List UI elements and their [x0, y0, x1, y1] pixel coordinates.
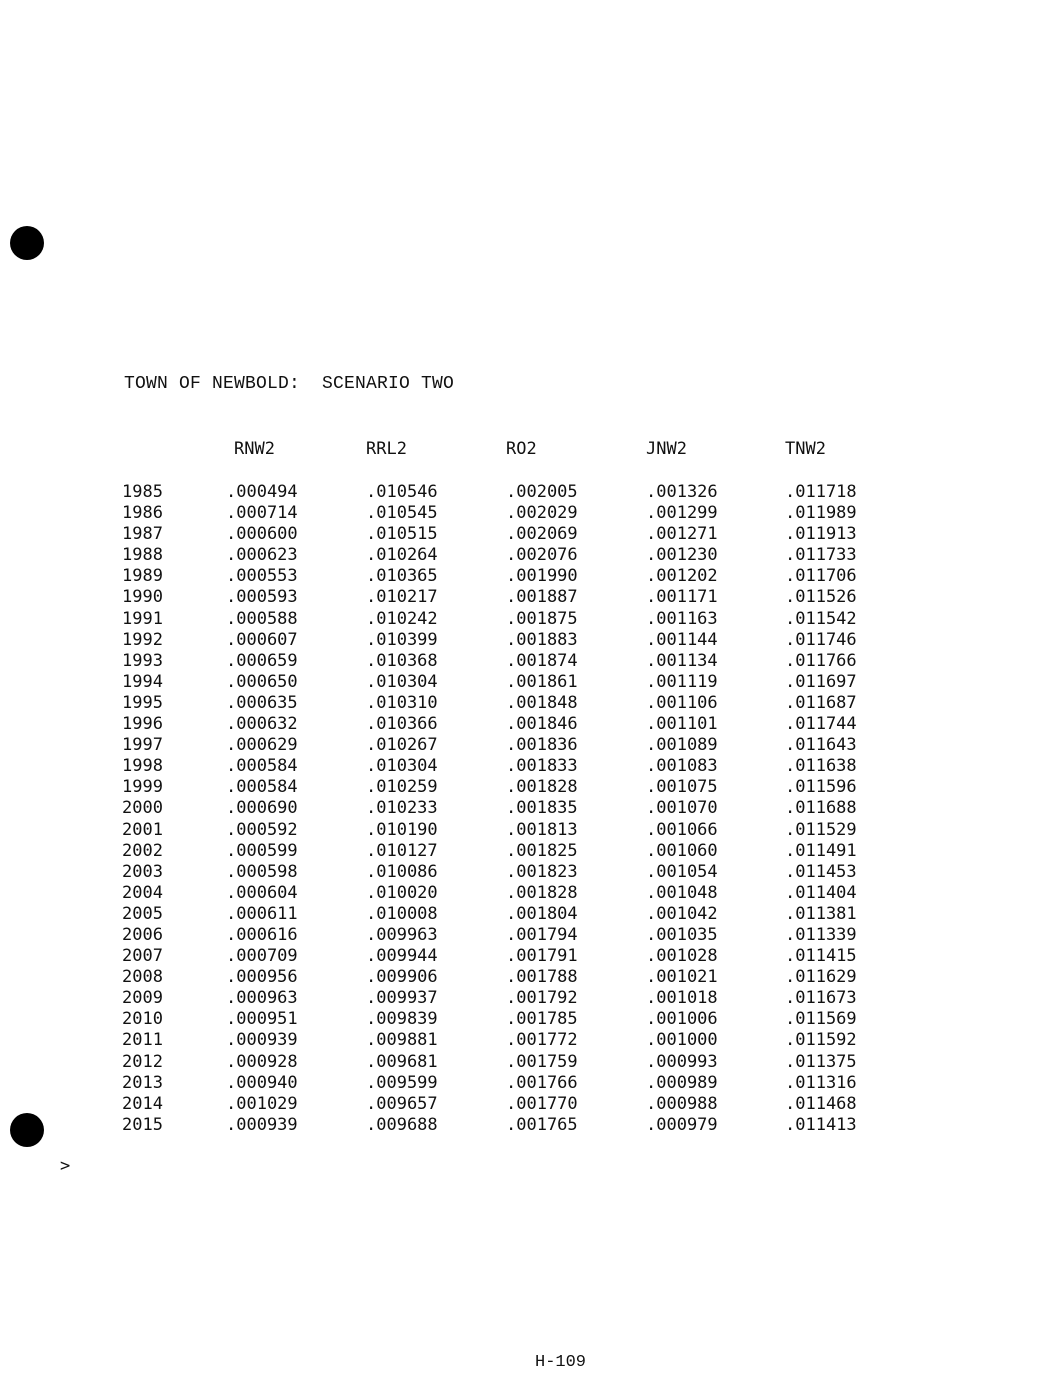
tnw2-cell: .011629: [785, 967, 857, 988]
ro2-cell: .001825: [506, 840, 578, 861]
ro2-cell: .001804: [506, 903, 578, 924]
rnw2-cell: .000939: [226, 1114, 298, 1135]
table-row: [112, 798, 885, 819]
rnw2-cell: .000599: [226, 840, 298, 861]
punch-hole-bottom: [10, 1113, 44, 1147]
rnw2-cell: .000963: [226, 988, 298, 1009]
year-cell: 2013: [122, 1072, 163, 1093]
jnw2-cell: .001106: [646, 692, 718, 713]
column-header-tnw2: TNW2: [785, 439, 826, 459]
rrl2-cell: .009906: [366, 967, 438, 988]
jnw2-cell: .001144: [646, 629, 718, 650]
jnw2-cell: .001075: [646, 777, 718, 798]
table-row: [112, 1094, 885, 1115]
table-row: [112, 756, 885, 777]
year-cell: 2011: [122, 1030, 163, 1051]
rnw2-cell: .000592: [226, 819, 298, 840]
jnw2-cell: .001119: [646, 671, 718, 692]
ro2-cell: .001874: [506, 650, 578, 671]
tnw2-cell: .011733: [785, 545, 857, 566]
page-number: H-109: [535, 1353, 587, 1372]
table-row: [112, 587, 885, 608]
tnw2-cell: .011643: [785, 735, 857, 756]
rrl2-cell: .009963: [366, 924, 438, 945]
ro2-cell: .001791: [506, 946, 578, 967]
ro2-cell: .001794: [506, 924, 578, 945]
table-row: [112, 1073, 885, 1094]
tnw2-cell: .011468: [785, 1093, 857, 1114]
rrl2-cell: .010020: [366, 882, 438, 903]
rnw2-cell: .000939: [226, 1030, 298, 1051]
year-cell: 2010: [122, 1009, 163, 1030]
table-header-row: [112, 436, 885, 462]
ro2-cell: .001772: [506, 1030, 578, 1051]
ro2-cell: .001788: [506, 967, 578, 988]
table-row: [112, 651, 885, 672]
table-row: [112, 693, 885, 714]
rrl2-cell: .010086: [366, 861, 438, 882]
rrl2-cell: .009881: [366, 1030, 438, 1051]
rrl2-cell: .010127: [366, 840, 438, 861]
year-cell: 1988: [122, 545, 163, 566]
rnw2-cell: .000635: [226, 692, 298, 713]
rnw2-cell: .000650: [226, 671, 298, 692]
jnw2-cell: .001035: [646, 924, 718, 945]
tnw2-cell: .011989: [785, 503, 857, 524]
jnw2-cell: .001021: [646, 967, 718, 988]
rnw2-cell: .000607: [226, 629, 298, 650]
table-row: [112, 883, 885, 904]
ro2-cell: .001759: [506, 1051, 578, 1072]
table-row: [112, 946, 885, 967]
year-cell: 2006: [122, 924, 163, 945]
rnw2-cell: .000659: [226, 650, 298, 671]
rrl2-cell: .010008: [366, 903, 438, 924]
table-row: [112, 482, 885, 503]
year-cell: 2014: [122, 1093, 163, 1114]
rnw2-cell: .000588: [226, 608, 298, 629]
table-row: [112, 735, 885, 756]
year-cell: 2008: [122, 967, 163, 988]
rrl2-cell: .010233: [366, 798, 438, 819]
rrl2-cell: .009657: [366, 1093, 438, 1114]
column-header-year: [112, 436, 226, 462]
rnw2-cell: .000616: [226, 924, 298, 945]
year-cell: 2000: [122, 798, 163, 819]
tnw2-cell: .011529: [785, 819, 857, 840]
table-body: [112, 482, 885, 1136]
ro2-cell: .001766: [506, 1072, 578, 1093]
rrl2-cell: .010190: [366, 819, 438, 840]
jnw2-cell: .001299: [646, 503, 718, 524]
year-cell: 2009: [122, 988, 163, 1009]
tnw2-cell: .011697: [785, 671, 857, 692]
jnw2-cell: .000979: [646, 1114, 718, 1135]
jnw2-cell: .001163: [646, 608, 718, 629]
tnw2-cell: .011542: [785, 608, 857, 629]
table-row: [112, 1030, 885, 1051]
year-cell: 1998: [122, 756, 163, 777]
jnw2-cell: .000989: [646, 1072, 718, 1093]
year-cell: 2001: [122, 819, 163, 840]
year-cell: 1986: [122, 503, 163, 524]
jnw2-cell: .001042: [646, 903, 718, 924]
column-header-jnw2: JNW2: [646, 439, 687, 459]
jnw2-cell: .001060: [646, 840, 718, 861]
ro2-cell: .001828: [506, 777, 578, 798]
ro2-cell: .001765: [506, 1114, 578, 1135]
tnw2-cell: .011413: [785, 1114, 857, 1135]
rrl2-cell: .009681: [366, 1051, 438, 1072]
table-row: [112, 566, 885, 587]
ro2-cell: .001828: [506, 882, 578, 903]
rrl2-cell: .010365: [366, 566, 438, 587]
rnw2-cell: .000611: [226, 903, 298, 924]
jnw2-cell: .001006: [646, 1009, 718, 1030]
table-row: [112, 630, 885, 651]
ro2-cell: .001785: [506, 1009, 578, 1030]
jnw2-cell: .001271: [646, 524, 718, 545]
table-row: [112, 1115, 885, 1136]
table-row: [112, 503, 885, 524]
rnw2-cell: .000714: [226, 503, 298, 524]
table-row: [112, 925, 885, 946]
ro2-cell: .001792: [506, 988, 578, 1009]
ro2-cell: .001887: [506, 587, 578, 608]
rnw2-cell: .000632: [226, 714, 298, 735]
ro2-cell: .002076: [506, 545, 578, 566]
table-row: [112, 1009, 885, 1030]
rrl2-cell: .010242: [366, 608, 438, 629]
table-row: [112, 672, 885, 693]
tnw2-cell: .011638: [785, 756, 857, 777]
rnw2-cell: .000604: [226, 882, 298, 903]
jnw2-cell: .000993: [646, 1051, 718, 1072]
year-cell: 2002: [122, 840, 163, 861]
jnw2-cell: .001048: [646, 882, 718, 903]
rrl2-cell: .010399: [366, 629, 438, 650]
jnw2-cell: .001083: [646, 756, 718, 777]
rnw2-cell: .000593: [226, 587, 298, 608]
year-cell: 2004: [122, 882, 163, 903]
ro2-cell: .001770: [506, 1093, 578, 1114]
ro2-cell: .001833: [506, 756, 578, 777]
column-header-rnw2: RNW2: [234, 439, 275, 459]
jnw2-cell: .001326: [646, 482, 718, 502]
tnw2-cell: .011687: [785, 692, 857, 713]
tnw2-cell: .011404: [785, 882, 857, 903]
tnw2-cell: .011375: [785, 1051, 857, 1072]
tnw2-cell: .011526: [785, 587, 857, 608]
table-row: [112, 904, 885, 925]
rnw2-cell: .000956: [226, 967, 298, 988]
rrl2-cell: .009688: [366, 1114, 438, 1135]
tnw2-cell: .011316: [785, 1072, 857, 1093]
ro2-cell: .001883: [506, 629, 578, 650]
ro2-cell: .002029: [506, 503, 578, 524]
ro2-cell: .001990: [506, 566, 578, 587]
ro2-cell: .001836: [506, 735, 578, 756]
rrl2-cell: .010366: [366, 714, 438, 735]
year-cell: 1987: [122, 524, 163, 545]
year-cell: 1995: [122, 692, 163, 713]
table-row: [112, 609, 885, 630]
ro2-cell: .001823: [506, 861, 578, 882]
jnw2-cell: .001066: [646, 819, 718, 840]
jnw2-cell: .000988: [646, 1093, 718, 1114]
rnw2-cell: .000690: [226, 798, 298, 819]
jnw2-cell: .001054: [646, 861, 718, 882]
year-cell: 1992: [122, 629, 163, 650]
tnw2-cell: .011381: [785, 903, 857, 924]
jnw2-cell: .001028: [646, 946, 718, 967]
year-cell: 2015: [122, 1114, 163, 1135]
year-cell: 2007: [122, 946, 163, 967]
rnw2-cell: .000584: [226, 777, 298, 798]
tnw2-cell: .011688: [785, 798, 857, 819]
jnw2-cell: .001134: [646, 650, 718, 671]
ro2-cell: .001846: [506, 714, 578, 735]
ro2-cell: .001848: [506, 692, 578, 713]
rrl2-cell: .010217: [366, 587, 438, 608]
rnw2-cell: .000598: [226, 861, 298, 882]
ro2-cell: .001861: [506, 671, 578, 692]
rrl2-cell: .010545: [366, 503, 438, 524]
rnw2-cell: .000600: [226, 524, 298, 545]
rrl2-cell: .010304: [366, 671, 438, 692]
rrl2-cell: .009839: [366, 1009, 438, 1030]
year-cell: 2012: [122, 1051, 163, 1072]
table-row: [112, 524, 885, 545]
rrl2-cell: .009944: [366, 946, 438, 967]
rnw2-cell: .000494: [226, 482, 298, 502]
year-cell: 1989: [122, 566, 163, 587]
tnw2-cell: .011592: [785, 1030, 857, 1051]
table-row: [112, 545, 885, 566]
tnw2-cell: .011913: [785, 524, 857, 545]
year-cell: 2003: [122, 861, 163, 882]
rnw2-cell: .000709: [226, 946, 298, 967]
jnw2-cell: .001202: [646, 566, 718, 587]
year-cell: 1994: [122, 671, 163, 692]
ro2-cell: .002069: [506, 524, 578, 545]
ro2-cell: .001835: [506, 798, 578, 819]
table-row: [112, 777, 885, 798]
jnw2-cell: .001000: [646, 1030, 718, 1051]
table-row: [112, 820, 885, 841]
punch-hole-top: [10, 226, 44, 260]
ro2-cell: .002005: [506, 482, 578, 502]
year-cell: 1996: [122, 714, 163, 735]
tnw2-cell: .011706: [785, 566, 857, 587]
rnw2-cell: .000940: [226, 1072, 298, 1093]
tnw2-cell: .011569: [785, 1009, 857, 1030]
rrl2-cell: .010304: [366, 756, 438, 777]
table-row: [112, 714, 885, 735]
rrl2-cell: .010259: [366, 777, 438, 798]
year-cell: 1993: [122, 650, 163, 671]
rrl2-cell: .010267: [366, 735, 438, 756]
year-cell: 1999: [122, 777, 163, 798]
page-title: TOWN OF NEWBOLD: SCENARIO TWO: [124, 374, 455, 394]
rrl2-cell: .010368: [366, 650, 438, 671]
table-row: [112, 841, 885, 862]
jnw2-cell: .001070: [646, 798, 718, 819]
rnw2-cell: .000629: [226, 735, 298, 756]
tnw2-cell: .011673: [785, 988, 857, 1009]
jnw2-cell: .001101: [646, 714, 718, 735]
rrl2-cell: .010264: [366, 545, 438, 566]
year-cell: 1985: [122, 482, 163, 502]
year-cell: 1997: [122, 735, 163, 756]
tnw2-cell: .011718: [785, 482, 857, 502]
ro2-cell: .001813: [506, 819, 578, 840]
jnw2-cell: .001089: [646, 735, 718, 756]
tnw2-cell: .011766: [785, 650, 857, 671]
year-cell: 2005: [122, 903, 163, 924]
table-row: [112, 1052, 885, 1073]
year-cell: 1991: [122, 608, 163, 629]
table-row: [112, 988, 885, 1009]
table-row: [112, 862, 885, 883]
tnw2-cell: .011596: [785, 777, 857, 798]
rnw2-cell: .000623: [226, 545, 298, 566]
rrl2-cell: .010515: [366, 524, 438, 545]
tnw2-cell: .011415: [785, 946, 857, 967]
rnw2-cell: .001029: [226, 1093, 298, 1114]
tnw2-cell: .011744: [785, 714, 857, 735]
rrl2-cell: .009599: [366, 1072, 438, 1093]
jnw2-cell: .001171: [646, 587, 718, 608]
rnw2-cell: .000553: [226, 566, 298, 587]
rrl2-cell: .010546: [366, 482, 438, 502]
prompt-mark: >: [60, 1156, 71, 1176]
rrl2-cell: .009937: [366, 988, 438, 1009]
data-table: [112, 436, 885, 1136]
tnw2-cell: .011339: [785, 924, 857, 945]
rnw2-cell: .000951: [226, 1009, 298, 1030]
column-header-ro2: RO2: [506, 439, 537, 459]
rnw2-cell: .000584: [226, 756, 298, 777]
header-spacer: [112, 462, 885, 482]
ro2-cell: .001875: [506, 608, 578, 629]
jnw2-cell: .001018: [646, 988, 718, 1009]
tnw2-cell: .011746: [785, 629, 857, 650]
column-header-rrl2: RRL2: [366, 439, 407, 459]
jnw2-cell: .001230: [646, 545, 718, 566]
tnw2-cell: .011491: [785, 840, 857, 861]
year-cell: 1990: [122, 587, 163, 608]
rnw2-cell: .000928: [226, 1051, 298, 1072]
tnw2-cell: .011453: [785, 861, 857, 882]
table-row: [112, 967, 885, 988]
rrl2-cell: .010310: [366, 692, 438, 713]
